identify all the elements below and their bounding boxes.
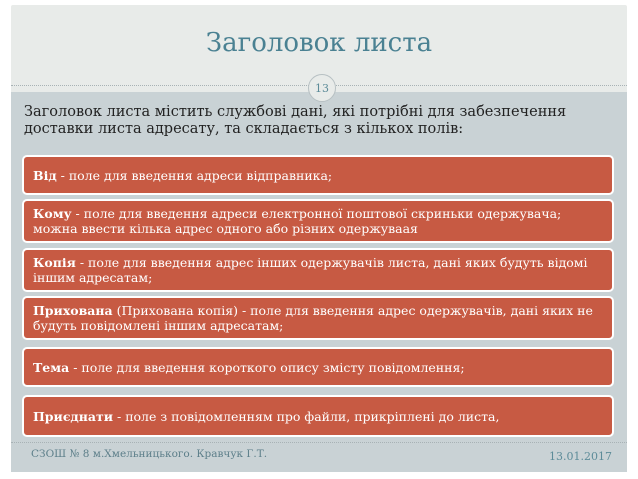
- field-term: Кому: [33, 206, 72, 221]
- field-description: - поле для введення адреси електронної поштової скриньки одержувача; можна ввести кілька адрес одного або різних одержуваая: [33, 206, 562, 236]
- field-description: - поле для введення адреси відправника;: [56, 167, 333, 183]
- field-term: Копія: [33, 255, 76, 270]
- footer-author: СЗОШ № 8 м.Хмельницького. Кравчук Г.Т.: [31, 448, 268, 460]
- field-description: (Прихована копія) - поле для введення адрес одержувачів, дані яких не будуть повідомлені іншим адресатам;: [33, 303, 593, 333]
- intro-text: Заголовок листа містить службові дані, які потрібні для забезпечення доставки листа адресату, та складається з кількох полів:: [24, 104, 567, 137]
- divider-bottom: [11, 442, 627, 443]
- field-box-subject: [22, 347, 614, 387]
- field-box-from: [22, 155, 614, 195]
- field-description: - поле для введення адрес інших одержувачів листа, дані яких будуть відомі іншим адресатам;: [33, 255, 588, 285]
- page-number-badge: 13: [308, 74, 336, 102]
- field-box-attach: [22, 395, 614, 437]
- field-term: Прихована: [33, 303, 113, 318]
- field-box-to: [22, 199, 614, 243]
- field-term: Приєднати: [33, 408, 114, 424]
- slide-title: Заголовок листа: [205, 28, 433, 58]
- footer-date: 13.01.2017: [549, 450, 612, 463]
- field-term: Тема: [33, 359, 70, 375]
- field-description: - поле для введення короткого опису змісту повідомлення;: [69, 359, 465, 375]
- field-box-cc: [22, 248, 614, 292]
- field-term: Від: [33, 167, 57, 183]
- field-description: - поле з повідомленням про файли, прикріплені до листа,: [113, 408, 500, 424]
- field-box-bcc: [22, 296, 614, 340]
